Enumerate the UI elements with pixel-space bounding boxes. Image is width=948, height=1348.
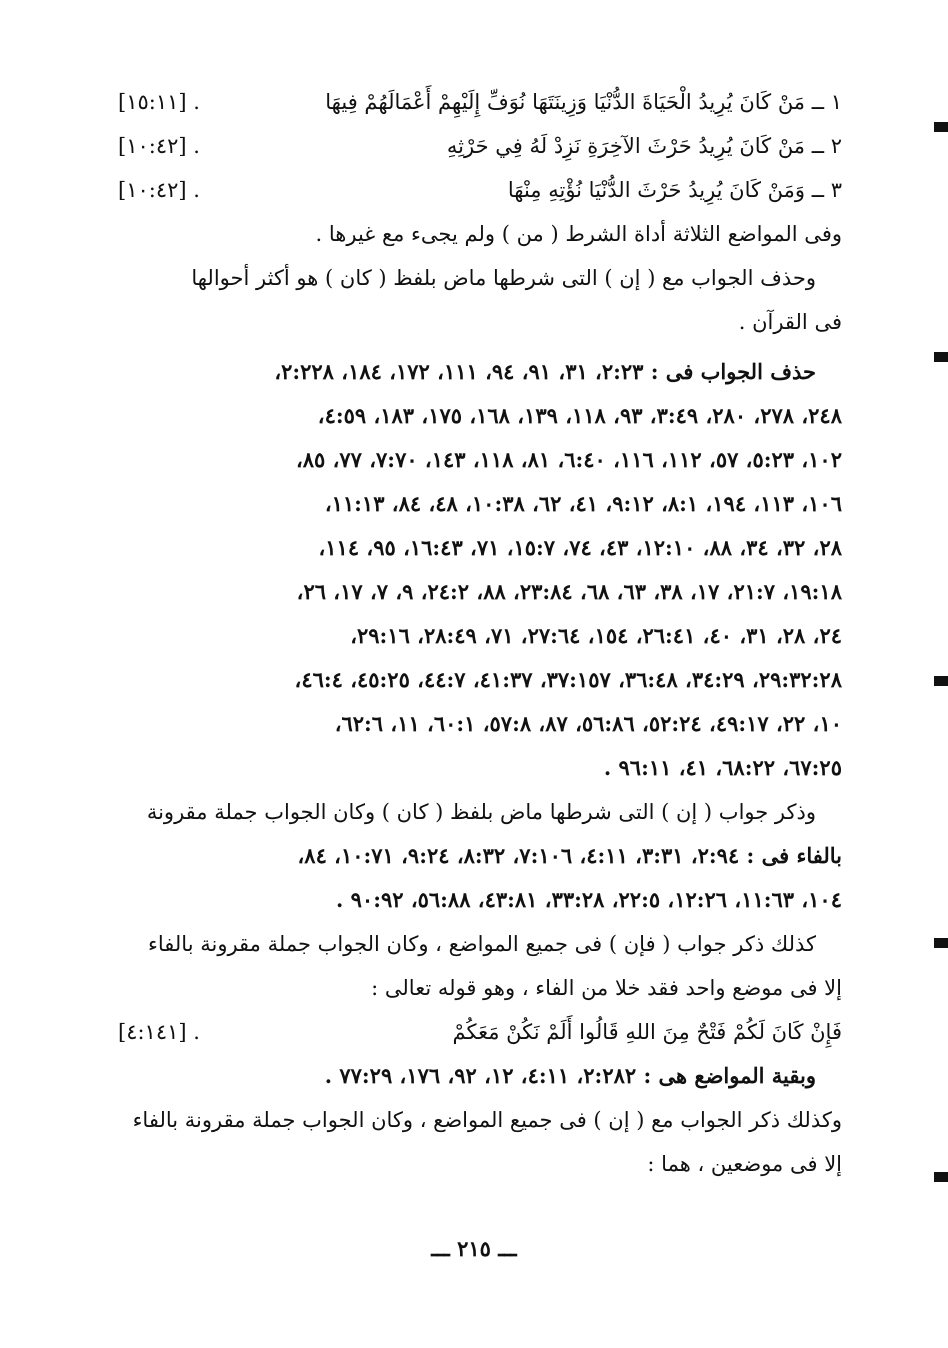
omission-list-line-4: ١٠٦، ١١٣، ١٩٤، ٨:١، ٩:١٢، ٤١، ٦٢، ١٠:٣٨، ٤٨، ٨٤، ١١:١٣، — [324, 491, 842, 516]
paragraph-conditional-tool: وفى المواضع الثلاثة أداة الشرط ( من ) ولم يجىء مع غيرها . — [315, 222, 842, 246]
omission-list-line-8: ٢٩:٣٢:٢٨، ٣٤:٢٩، ٣٦:٤٨، ٣٧:١٥٧، ٤١:٣٧، ٤٤:٧، ٤٥:٢٥، ٤٦:٤، — [294, 667, 842, 692]
margin-mark — [934, 938, 948, 948]
verse-3-reference: [١٠:٤٢] . — [118, 178, 200, 202]
verse-2-text: ٢ ــ مَنْ كَانَ يُرِيدُ حَرْثَ الآخِرَةِ نَزِدْ لَهُ فِي حَرْثِهِ — [446, 134, 842, 158]
paragraph-in-answer-line-1: وكذلك ذكر الجواب مع ( إن ) فى جميع المواضع ، وكان الجواب جملة مقرونة بالفاء — [132, 1108, 842, 1132]
margin-mark — [934, 676, 948, 686]
verse-4-reference: [٤:١٤١] . — [118, 1020, 200, 1044]
paragraph-answer-fa-line-3: ١٠٤، ١١:٦٣، ١٢:٢٦، ٢٢:٥، ٣٣:٢٨، ٤٣:٨١، ٥٦:٨٨، ٩٠:٩٢ . — [336, 887, 842, 912]
omission-list-line-1: حذف الجواب فى : ٢:٢٣، ٣١، ٩١، ٩٤، ١١١، ١٧٢، ١٨٤، ٢:٢٢٨، — [274, 359, 816, 384]
verse-1-reference: [١٥:١١] . — [118, 90, 200, 114]
verse-2 — [118, 124, 842, 168]
verse-1 — [118, 80, 842, 124]
paragraph-omission-line-1: وحذف الجواب مع ( إن ) التى شرطها ماض بلفظ ( كان ) هو أكثر أحوالها — [191, 266, 816, 290]
omission-list-line-9: ١٠، ٢٢، ٤٩:١٧، ٥٢:٢٤، ٥٦:٨٦، ٨٧، ٥٧:٨، ٦٠:١، ١١، ٦٢:٦، — [334, 711, 842, 736]
paragraph-fa-in-line-2: إلا فى موضع واحد فقد خلا من الفاء ، وهو قوله تعالى : — [371, 976, 842, 1000]
verse-2-reference: [١٠:٤٢] . — [118, 134, 200, 158]
omission-list-line-7: ٢٤، ٢٨، ٣١، ٤٠، ٢٦:٤١، ١٥٤، ٢٧:٦٤، ٧١، ٢٨:٤٩، ٢٩:١٦، — [350, 623, 842, 648]
verse-4-text: فَإِنْ كَانَ لَكُمْ فَتْحٌ مِنَ اللهِ قَالُوا أَلَمْ نَكُنْ مَعَكُمْ — [452, 1020, 842, 1044]
verse-3-text: ٣ ــ وَمَنْ كَانَ يُرِيدُ حَرْثَ الدُّنْيَا نُؤْتِهِ مِنْهَا — [507, 178, 842, 202]
paragraph-remaining-places: وبقية المواضع هى : ٢:٢٨٢، ٤:١١، ١٢، ٩٢، ١٧٦، ٧٧:٢٩ . — [324, 1063, 816, 1088]
margin-mark — [934, 122, 948, 132]
verse-4 — [118, 1010, 842, 1054]
page-body — [118, 80, 842, 1186]
omission-list-line-5: ٢٨، ٣٢، ٣٤، ٨٨، ١٢:١٠، ٤٣، ٧٤، ١٥:٧، ٧١، ١٦:٤٣، ٩٥، ١١٤، — [318, 535, 842, 560]
verse-1-text: ١ ــ مَنْ كَانَ يُرِيدُ الْحَيَاةَ الدُّنْيَا وَزِينَتَهَا نُوَفِّ إِلَيْهِمْ أَعْمَالَهُمْ فِيهَا — [325, 90, 842, 114]
margin-mark — [934, 1172, 948, 1182]
page-number: ـــ ٢١٥ ـــ — [431, 1236, 517, 1261]
omission-list-line-3: ١٠٢، ٥:٢٣، ٥٧، ١١٢، ١١٦، ٦:٤٠، ٨١، ١١٨، ١٤٣، ٧:٧٠، ٧٧، ٨٥، — [295, 447, 842, 472]
omission-list-line-10: ٦٧:٢٥، ٦٨:٢٢، ٤١، ٩٦:١١ . — [603, 755, 842, 780]
paragraph-omission-line-2: فى القرآن . — [738, 310, 842, 334]
verse-3 — [118, 168, 842, 212]
margin-mark — [934, 352, 948, 362]
paragraph-fa-in-line-1: كذلك ذكر جواب ( فإن ) فى جميع المواضع ، وكان الجواب جملة مقرونة بالفاء — [148, 932, 816, 956]
omission-list-line-2: ٢٤٨، ٢٧٨، ٢٨٠، ٣:٤٩، ٩٣، ١١٨، ١٣٩، ١٦٨، ١٧٥، ١٨٣، ٤:٥٩، — [317, 403, 842, 428]
omission-list-line-6: ١٩:١٨، ٢١:٧، ١٧، ٣٨، ٦٣، ٦٨، ٢٣:٨٤، ٨٨، ٢٤:٢، ٩، ٧، ١٧، ٢٦، — [296, 579, 842, 604]
paragraph-answer-fa-line-1: وذكر جواب ( إن ) التى شرطها ماض بلفظ ( كان ) وكان الجواب جملة مقرونة — [146, 800, 816, 824]
paragraph-in-answer-line-2: إلا فى موضعين ، هما : — [647, 1152, 842, 1176]
paragraph-answer-fa-line-2: بالفاء فى : ٢:٩٤، ٣:٣١، ٤:١١، ٧:١٠٦، ٨:٣٢، ٩:٢٤، ١٠:٧١، ٨٤، — [297, 843, 842, 868]
